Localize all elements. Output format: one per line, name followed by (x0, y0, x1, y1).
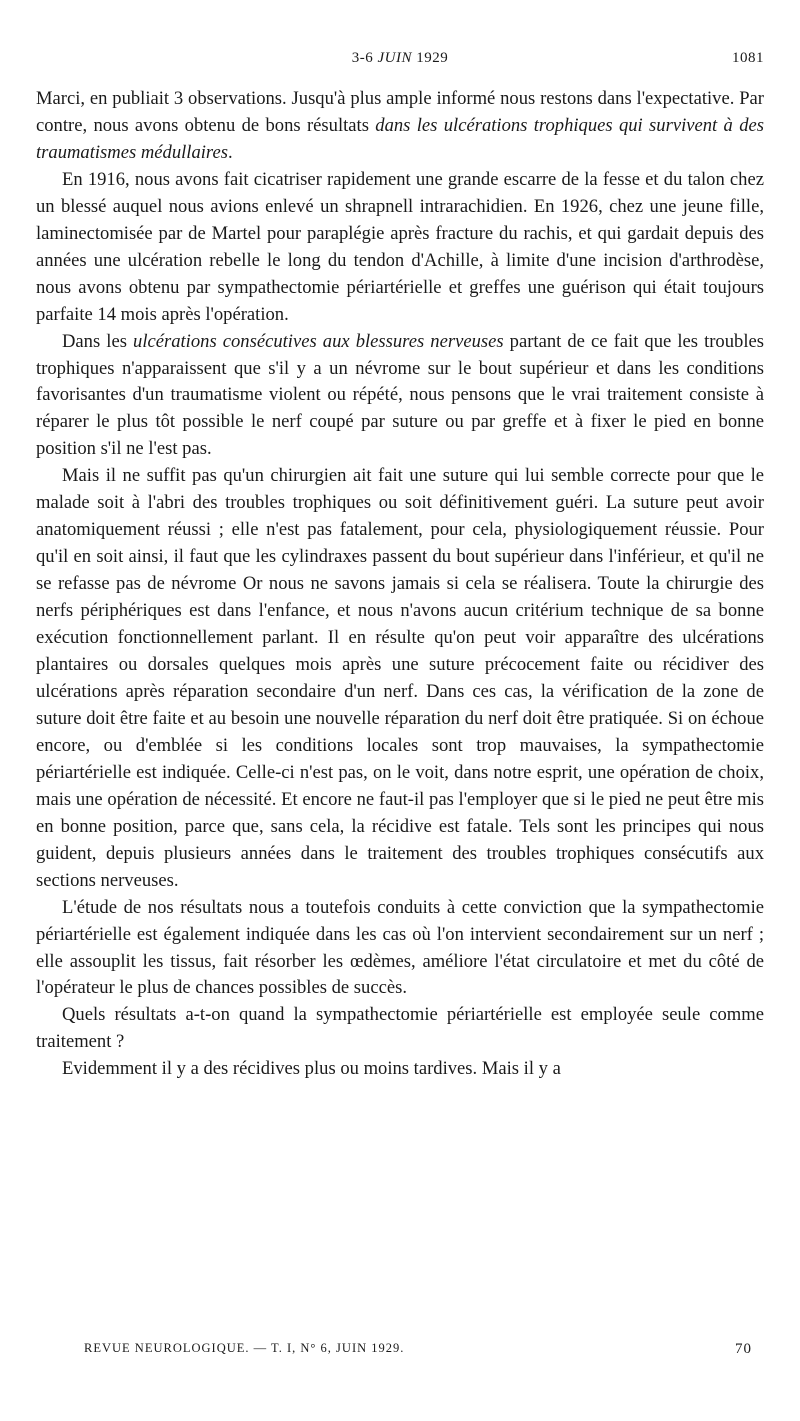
journal-reference: REVUE NEUROLOGIQUE. — T. I, N° 6, JUIN 1929. (84, 1341, 405, 1355)
issue-date-days: 3-6 (351, 50, 374, 66)
paragraph-1-text: Marci, en publiait 3 observations. Jusqu'à plus ample informé nous restons dans l'expectative. Par contre, nous avons obtenu de bons résultats (36, 88, 764, 136)
issue-date-month: JUIN (377, 50, 412, 66)
paragraph-6-text: Quels résultats a-t-on quand la sympathectomie périartérielle est employée seule comme traitement ? (36, 1004, 764, 1053)
paragraph-4 (36, 463, 764, 894)
paragraph-2-text: En 1916, nous avons fait cicatriser rapidement une grande escarre de la fesse et du talon chez un blessé auquel nous avions enlevé un shrapnell intrarachidien. En 1926, chez une jeune fille, laminectomisée par de Martel pour paraplégie après fracture du rachis, et qui gardait depuis des années une ulcération rebelle le long du tendon d'Achille, à limite d'une incision d'arthrodèse, nous avons obtenu par sympathectomie périartérielle et greffes une guérison qui était toujours parfaite 14 mois après l'opération. (36, 168, 764, 325)
page-footer (84, 1341, 764, 1361)
page-number: 1081 (732, 50, 764, 66)
issue-date (36, 50, 764, 67)
paragraph-3-rest: partant de ce fait que les troubles trophiques n'apparaissent que s'il y a un névrome sur le bout supérieur et dans les conditions favorisantes d'un traumatisme violent ou répété, nous pensons que le vrai traitement consiste à réparer le plus tôt possible le nerf coupé par suture ou par greffe et à fixer le pied en bonne position s'il ne l'est pas. (36, 330, 764, 460)
paragraph-7 (36, 1056, 764, 1083)
paragraph-5 (36, 895, 764, 1003)
issue-date-year: 1929 (416, 50, 449, 66)
paragraph-5-text: L'étude de nos résultats nous a toutefois conduits à cette conviction que la sympathectomie périartérielle est également indiquée dans les cas où l'on intervient secondairement sur un nerf ; elle assouplit les tissus, fait résorber les œdèmes, améliore l'état circulatoire et met du côté de l'opérateur le plus de chances possibles de succès. (36, 896, 764, 999)
article-body (36, 86, 764, 1083)
paragraph-4-text: Mais il ne suffit pas qu'un chirurgien ait fait une suture qui lui semble correcte pour que le malade soit à l'abri des troubles trophiques ou soit définitivement guéri. La suture peut avoir anatomiquement réussi ; elle n'est pas fatalement, pour cela, physiologiquement réussie. Pour qu'il en soit ainsi, il faut que les cylindraxes passent du bout supérieur dans l'inférieur, et qu'il ne se refasse pas de névrome Or nous ne savons jamais si cela se réalisera. Toute la chirurgie des nerfs périphériques est dans l'enfance, et nous n'avons aucun critérium technique de sa bonne exécution fonctionnellement parlant. Il en résulte qu'on peut voir apparaître des ulcérations plantaires ou dorsales quelques mois après une suture précocement faite ou récidiver des ulcérations après réparation secondaire d'un nerf. Dans ces cas, la vérification de la zone de suture doit être faite et au besoin une nouvelle réparation du nerf doit être pratiquée. Si on échoue encore, ou d'emblée si les conditions locales sont trop mauvaises, la sympathectomie périartérielle est indiquée. Celle-ci n'est pas, on le voit, dans notre esprit, une opération de choix, mais une opération de nécessité. Et encore ne faut-il pas l'employer que si le pied ne peut être mis en bonne position, parce que, sans cela, la récidive est fatale. Tels sont les principes qui nous guident, depuis plusieurs années dans le traitement des troubles trophiques consécutifs aux sections nerveuses. (36, 465, 764, 891)
paragraph-3-text: Dans les (62, 330, 134, 352)
paragraph-7-text: Evidemment il y a des récidives plus ou moins tardives. Mais il y a (62, 1058, 561, 1080)
paragraph-3 (36, 329, 764, 464)
running-head (36, 50, 764, 72)
paragraph-3-italic: ulcérations consécutives aux blessures nerveuses (133, 330, 504, 352)
signature-mark: 70 (735, 1341, 752, 1357)
paragraph-2 (36, 167, 764, 329)
paragraph-1 (36, 86, 764, 167)
paragraph-1-end: . (227, 141, 233, 163)
paragraph-6 (36, 1002, 764, 1056)
paragraph-1-italic: dans les ulcérations trophiques qui survivent à des traumatismes médullaires (36, 114, 764, 163)
